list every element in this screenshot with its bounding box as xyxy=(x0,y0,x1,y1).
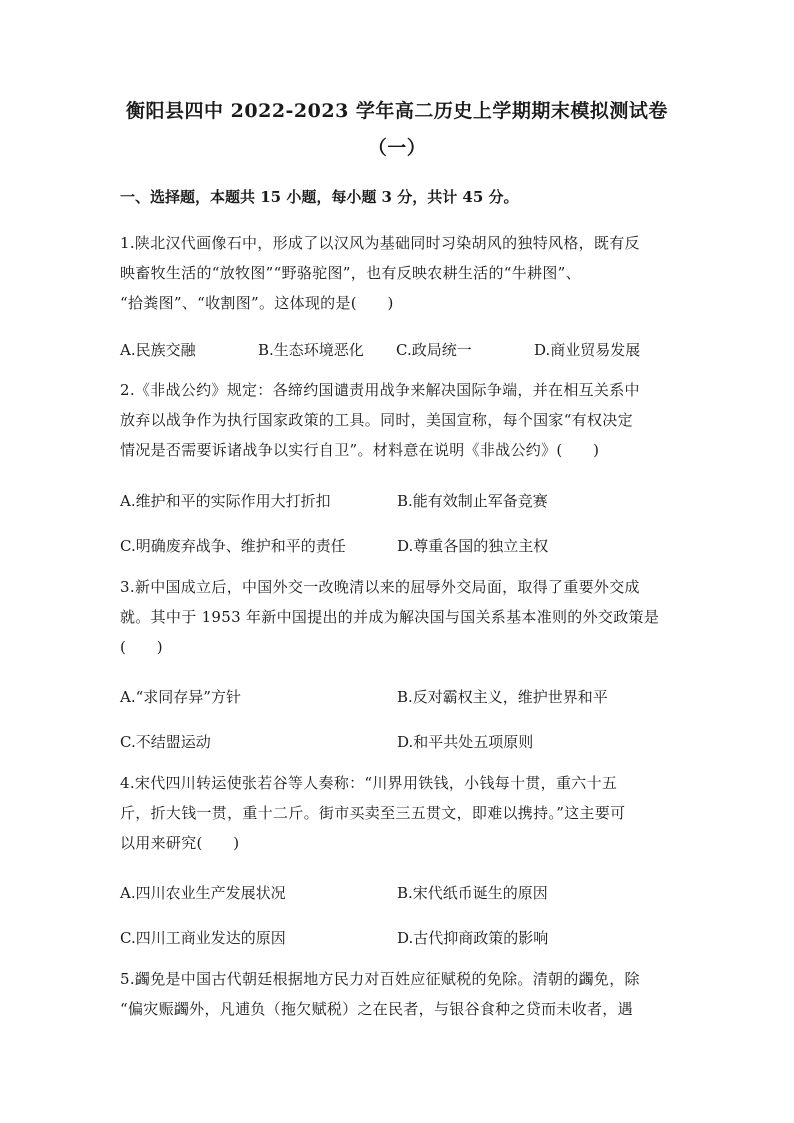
question-1 xyxy=(120,228,676,318)
option-c: C.四川工商业发达的原因 xyxy=(120,929,286,947)
option-a: A.民族交融 xyxy=(120,341,196,359)
section-heading: 一、选择题，本题共 15 小题，每小题 3 分，共计 45 分。 xyxy=(120,188,519,206)
option-c: C.政局统一 xyxy=(396,341,472,359)
question-4-options-row1 xyxy=(120,882,676,904)
question-line: 就。其中于 1953 年新中国提出的并成为解决国与国关系基本准则的外交政策是 xyxy=(120,608,660,626)
question-1-options xyxy=(120,339,676,361)
question-line: 5.蠲免是中国古代朝廷根据地方民力对百姓应征赋税的免除。清朝的蠲免，除 xyxy=(120,970,640,988)
option-c: C.明确废弃战争、维护和平的责任 xyxy=(120,537,346,555)
question-line: 3.新中国成立后，中国外交一改晚清以来的屈辱外交局面，取得了重要外交成 xyxy=(120,578,640,596)
option-b: B.能有效制止军备竞赛 xyxy=(397,492,548,510)
question-line: “拾粪图”、“收割图”。这体现的是( ) xyxy=(120,294,394,312)
document-subtitle: （一） xyxy=(367,137,427,159)
question-line: 情况是否需要诉诸战争以实行自卫”。材料意在说明《非战公约》( ) xyxy=(120,441,600,459)
question-line: 放弃以战争作为执行国家政策的工具。同时，美国宣称，每个国家“有权决定 xyxy=(120,411,633,429)
option-b: B.宋代纸币诞生的原因 xyxy=(397,884,548,902)
question-2 xyxy=(120,375,676,465)
question-4 xyxy=(120,768,676,858)
option-d: D.尊重各国的独立主权 xyxy=(397,537,549,555)
option-a: A.“求同存异”方针 xyxy=(120,688,241,706)
question-3 xyxy=(120,572,676,662)
option-a: A.四川农业生产发展状况 xyxy=(120,884,286,902)
option-c: C.不结盟运动 xyxy=(120,733,211,751)
question-3-options-row1 xyxy=(120,686,676,708)
question-line: 映畜牧生活的“放牧图”“野骆驼图”，也有反映农耕生活的“牛耕图”、 xyxy=(120,264,581,282)
option-b: B.反对霸权主义，维护世界和平 xyxy=(397,688,608,706)
option-b: B.生态环境恶化 xyxy=(258,341,364,359)
question-line: 1.陕北汉代画像石中，形成了以汉风为基础同时习染胡风的独特风格，既有反 xyxy=(120,234,640,252)
question-5 xyxy=(120,964,676,1024)
question-line: ( ) xyxy=(120,638,163,656)
question-line: 4.宋代四川转运使张若谷等人奏称：“川界用铁钱，小钱每十贯，重六十五 xyxy=(120,774,618,792)
question-4-options-row2 xyxy=(120,927,676,949)
option-d: D.和平共处五项原则 xyxy=(397,733,534,751)
question-line: 以用来研究( ) xyxy=(120,834,240,852)
question-line: 斤，折大钱一贯，重十二斤。街市买卖至三五贯文，即难以携持。”这主要可 xyxy=(120,804,626,822)
question-3-options-row2 xyxy=(120,731,676,753)
option-d: D.商业贸易发展 xyxy=(534,341,641,359)
document-title: 衡阳县四中 2022-2023 学年高二历史上学期期末模拟测试卷 xyxy=(126,100,668,122)
question-line: “偏灾赈蠲外，凡逋负（拖欠赋税）之在民者，与银谷食种之贷而未收者，遇 xyxy=(120,1000,633,1018)
question-line: 2.《非战公约》规定：各缔约国谴责用战争来解决国际争端，并在相互关系中 xyxy=(120,381,640,399)
option-a: A.维护和平的实际作用大打折扣 xyxy=(120,492,331,510)
question-2-options-row2 xyxy=(120,535,676,557)
question-2-options-row1 xyxy=(120,490,676,512)
option-d: D.古代抑商政策的影响 xyxy=(397,929,549,947)
